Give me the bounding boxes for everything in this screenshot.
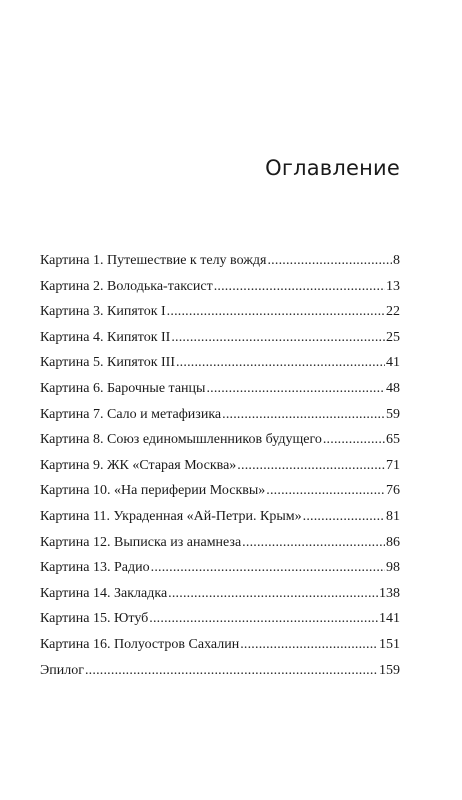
toc-dot-leader <box>303 507 385 527</box>
toc-dot-leader <box>240 635 378 655</box>
toc-entry-page-number: 86 <box>386 534 400 550</box>
toc-dot-leader <box>151 558 385 578</box>
toc-entry-title: Картина 13. Радио <box>40 560 150 576</box>
toc-dot-leader <box>176 353 385 373</box>
toc-entry <box>40 558 400 584</box>
toc-entry-title: Картина 4. Кипяток II <box>40 329 171 345</box>
toc-entry-title: Картина 6. Барочные танцы <box>40 380 206 396</box>
toc-entry <box>40 661 400 687</box>
toc-entry-page-number: 48 <box>386 380 400 396</box>
toc-dot-leader <box>323 430 385 450</box>
toc-dot-leader <box>171 328 385 348</box>
toc-entry-title: Картина 10. «На периферии Москвы» <box>40 483 266 499</box>
toc-entry-title: Картина 2. Володька-таксист <box>40 278 213 294</box>
toc-entry <box>40 609 400 635</box>
toc-entry <box>40 533 400 559</box>
toc-entry-title: Картина 12. Выписка из анамнеза <box>40 534 242 550</box>
toc-entry <box>40 251 400 277</box>
toc-entry <box>40 481 400 507</box>
toc-entry-page-number: 22 <box>386 304 400 320</box>
toc-entry-title: Картина 11. Украденная «Ай-Петри. Крым» <box>40 508 302 524</box>
toc-entry-page-number: 59 <box>386 406 400 422</box>
toc-dot-leader <box>222 405 385 425</box>
toc-entry-page-number: 81 <box>386 508 400 524</box>
toc-entry <box>40 584 400 610</box>
toc-entry-page-number: 41 <box>386 355 400 371</box>
toc-entry-page-number: 141 <box>379 611 400 627</box>
toc-dot-leader <box>168 584 378 604</box>
toc-dot-leader <box>267 251 392 271</box>
toc-entry <box>40 635 400 661</box>
toc-entry-title: Картина 14. Закладка <box>40 585 168 601</box>
toc-entry <box>40 353 400 379</box>
toc-entry-page-number: 159 <box>379 662 400 678</box>
toc-entry <box>40 328 400 354</box>
toc-entry-title: Картина 3. Кипяток I <box>40 304 166 320</box>
toc-dot-leader <box>214 277 385 297</box>
table-of-contents <box>40 251 400 686</box>
toc-dot-leader <box>242 533 385 553</box>
toc-dot-leader <box>167 302 385 322</box>
toc-entry-title: Картина 15. Ютуб <box>40 611 149 627</box>
toc-entry-title: Картина 9. ЖК «Старая Москва» <box>40 457 237 473</box>
toc-entry <box>40 277 400 303</box>
toc-entry-page-number: 98 <box>386 560 400 576</box>
toc-entry-page-number: 76 <box>386 483 400 499</box>
toc-entry-page-number: 25 <box>386 329 400 345</box>
toc-entry <box>40 405 400 431</box>
toc-entry-title: Эпилог <box>40 662 84 678</box>
toc-entry-page-number: 13 <box>386 278 400 294</box>
toc-entry <box>40 302 400 328</box>
toc-dot-leader <box>149 609 378 629</box>
toc-entry <box>40 456 400 482</box>
toc-entry-title: Картина 7. Сало и метафизика <box>40 406 222 422</box>
toc-entry-page-number: 8 <box>393 253 400 268</box>
toc-entry <box>40 430 400 456</box>
toc-entry-title: Картина 8. Союз единомышленников будущего <box>40 432 322 448</box>
toc-entry <box>40 507 400 533</box>
page-title: Оглавление <box>265 156 400 180</box>
toc-dot-leader <box>85 661 378 681</box>
toc-entry-title: Картина 16. Полуостров Сахалин <box>40 636 240 652</box>
toc-entry-page-number: 65 <box>386 432 400 448</box>
toc-entry-page-number: 71 <box>386 457 400 473</box>
toc-entry-page-number: 151 <box>379 636 400 652</box>
toc-entry <box>40 379 400 405</box>
toc-entry-title: Картина 5. Кипяток III <box>40 355 175 371</box>
toc-entry-title: Картина 1. Путешествие к телу вождя <box>40 253 267 268</box>
toc-dot-leader <box>266 481 385 501</box>
toc-dot-leader <box>206 379 385 399</box>
toc-entry-page-number: 138 <box>379 585 400 601</box>
toc-dot-leader <box>237 456 385 476</box>
